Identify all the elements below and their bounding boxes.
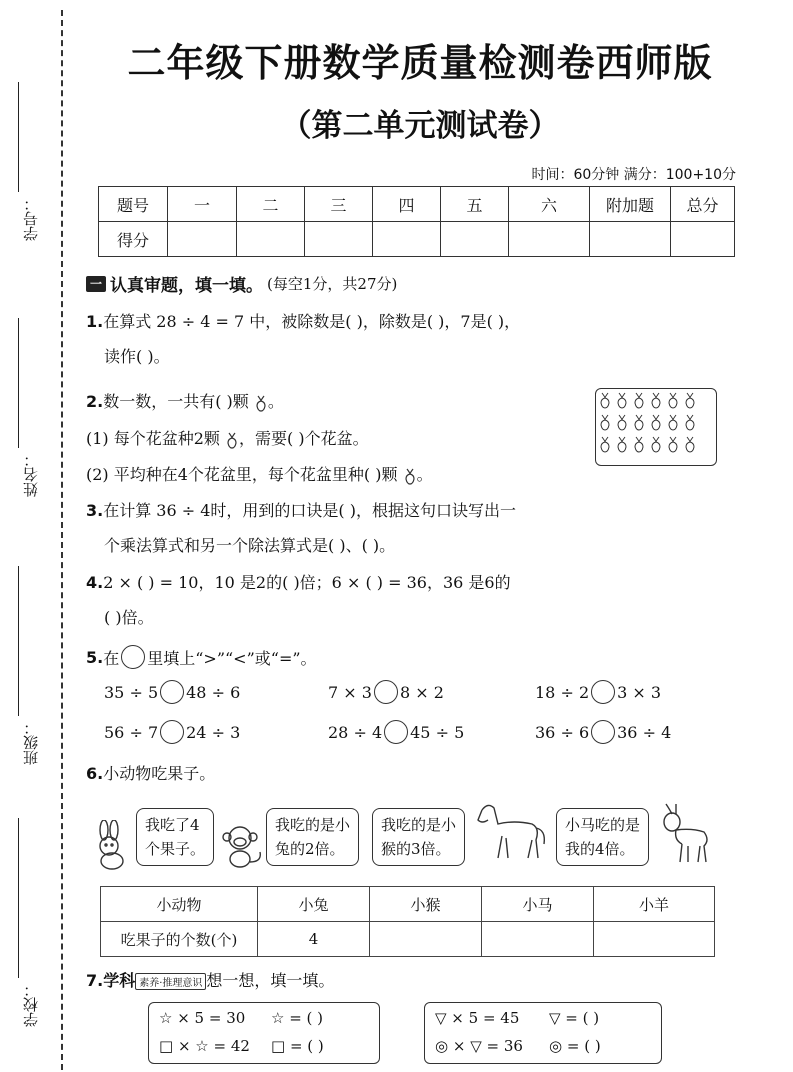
class-label: 班级： [22, 720, 40, 765]
bubble-line: 个果子。 [145, 840, 206, 858]
section-number: 一 [86, 276, 106, 292]
compare-item [535, 720, 671, 744]
score-header-cell: 题号 [99, 187, 168, 222]
puzzle-equation: □ × ☆ = 42 [159, 1037, 250, 1055]
animals-header-cell: 小动物 [101, 887, 258, 922]
score-cell[interactable] [441, 222, 509, 257]
question-number: 1. [86, 312, 104, 331]
question-text: 在算式 28 ÷ 4 = 7 中，被除数是( )，除数是( )，7是( )， [103, 312, 521, 331]
section-note: (每空1分，共27分) [267, 275, 398, 293]
score-header-cell: 附加题 [590, 187, 671, 222]
puzzle-box-2 [424, 1002, 662, 1064]
question-1-line2: 读作( )。 [104, 347, 170, 366]
school-line[interactable] [18, 818, 19, 978]
page-subtitle: （第二单元测试卷） [280, 108, 560, 144]
animals-value-cell[interactable] [482, 922, 594, 957]
radish-grid-icon [596, 389, 716, 465]
compare-item [328, 680, 444, 704]
question-2-sub2 [86, 462, 433, 485]
section-heading [86, 271, 397, 296]
question-3 [86, 498, 516, 521]
score-cell[interactable] [305, 222, 373, 257]
bubble-line: 我的4倍。 [565, 840, 635, 858]
exam-meta: 时间：60分钟 满分：100+10分 [531, 167, 736, 183]
radish-icon [403, 467, 417, 485]
compare-right: 24 ÷ 3 [186, 722, 241, 742]
animals-table [100, 886, 715, 957]
score-cell[interactable] [509, 222, 590, 257]
score-header-cell: 五 [441, 187, 509, 222]
compare-circle[interactable] [384, 720, 408, 744]
compare-circle[interactable] [591, 720, 615, 744]
score-header-row [99, 187, 735, 222]
compare-item [104, 680, 240, 704]
animals-value-cell[interactable] [370, 922, 482, 957]
animals-value-cell[interactable] [594, 922, 715, 957]
puzzle-answer[interactable]: ▽ = ( ) [549, 1009, 600, 1027]
question-number: 3. [86, 501, 104, 520]
question-7 [86, 968, 334, 991]
page-title: 二年级下册数学质量检测卷西师版 [127, 41, 713, 85]
sub-text-end: 。 [416, 465, 433, 484]
section-title: 认真审题，填一填。 [110, 276, 263, 296]
bubble-line: 我吃了4 [145, 816, 200, 834]
radish-icon [225, 431, 239, 449]
question-text: 想一想，填一填。 [206, 971, 335, 990]
class-line[interactable] [18, 566, 19, 716]
compare-right: 45 ÷ 5 [410, 722, 465, 742]
bubble-line: 小马吃的是 [565, 816, 641, 834]
radish-icon [254, 394, 268, 412]
puzzle-answer[interactable]: ◎ = ( ) [549, 1037, 601, 1055]
question-number: 7. [86, 971, 104, 990]
puzzle-equation: ▽ × 5 = 45 [435, 1009, 520, 1027]
question-6 [86, 761, 215, 784]
bubble-line: 我吃的是小 [381, 816, 457, 834]
animals-header-cell: 小马 [482, 887, 594, 922]
question-text-end: 里填上“>”“<”或“=”。 [147, 648, 317, 668]
school-label: 学校： [22, 982, 40, 1027]
score-table [98, 186, 735, 257]
question-5 [86, 645, 317, 669]
score-cell[interactable] [237, 222, 305, 257]
goat-icon [652, 800, 714, 866]
tag-text: 素养 [139, 978, 160, 989]
name-line[interactable] [18, 318, 19, 448]
question-4 [86, 570, 511, 593]
puzzle-equation: ☆ × 5 = 30 [159, 1009, 246, 1027]
sub-text-end: ，需要( )个花盆。 [239, 429, 369, 448]
question-2-sub1 [86, 426, 369, 449]
puzzle-answer[interactable]: □ = ( ) [271, 1037, 324, 1055]
bubble-line: 猴的3倍。 [381, 840, 451, 858]
compare-right: 8 × 2 [399, 682, 444, 702]
compare-left: 36 ÷ 6 [535, 722, 590, 742]
student-id-label: 学号： [22, 196, 40, 241]
compare-left: 35 ÷ 5 [104, 682, 159, 702]
rabbit-icon [90, 820, 136, 870]
score-header-cell: 二 [237, 187, 305, 222]
bubble-line: 兔的2倍。 [275, 840, 345, 858]
score-header-cell: 六 [509, 187, 590, 222]
score-cell[interactable] [671, 222, 735, 257]
question-2 [86, 389, 284, 412]
question-4-line2: ( )倍。 [104, 608, 154, 627]
puzzle-box-1 [148, 1002, 380, 1064]
question-text: 数一数，一共有( )颗 [103, 392, 249, 411]
score-header-cell: 总分 [671, 187, 735, 222]
bubble-line: 我吃的是小 [275, 816, 351, 834]
score-cell[interactable] [590, 222, 671, 257]
monkey-icon [218, 822, 266, 870]
compare-circle-icon [121, 645, 145, 669]
compare-left: 56 ÷ 7 [104, 722, 159, 742]
puzzle-answer[interactable]: ☆ = ( ) [271, 1009, 324, 1027]
question-text: 2 × ( ) = 10，10 是2的( )倍；6 × ( ) = 36，36 是6的 [103, 573, 511, 592]
compare-right: 36 ÷ 4 [617, 722, 672, 742]
literacy-tag: 素养·推理意识 [135, 973, 206, 990]
question-text-end: 。 [267, 392, 284, 411]
name-label: 姓名： [22, 452, 40, 497]
compare-left: 7 × 3 [328, 682, 372, 702]
question-number: 5. [86, 647, 104, 667]
question-text: 在计算 36 ÷ 4时，用到的口诀是( )，根据这句口诀写出一 [103, 501, 516, 520]
score-header-cell: 三 [305, 187, 373, 222]
question-text: 小动物吃果子。 [103, 764, 216, 783]
animals-row-label: 吃果子的个数(个) [101, 922, 258, 957]
compare-item [104, 720, 240, 744]
animals-value-cell: 4 [258, 922, 370, 957]
animals-header-cell: 小羊 [594, 887, 715, 922]
speech-bubble-horse-left [372, 808, 465, 866]
puzzle-equation: ◎ × ▽ = 36 [435, 1037, 523, 1055]
score-cell[interactable] [168, 222, 237, 257]
question-number: 2. [86, 392, 104, 411]
compare-circle[interactable] [160, 720, 184, 744]
speech-bubble-goat [556, 808, 649, 866]
compare-right: 3 × 3 [617, 682, 662, 702]
score-header-cell: 四 [373, 187, 441, 222]
animals-header-row [101, 887, 715, 922]
compare-item [328, 720, 464, 744]
sub-text: (2) 平均种在4个花盆里，每个花盆里种( )颗 [86, 465, 398, 484]
animals-header-cell: 小猴 [370, 887, 482, 922]
score-header-cell: 一 [168, 187, 237, 222]
score-cell[interactable] [373, 222, 441, 257]
question-3-line2: 个乘法算式和另一个除法算式是( )、( )。 [104, 536, 396, 555]
compare-left: 18 ÷ 2 [535, 682, 590, 702]
speech-bubble-monkey [266, 808, 359, 866]
subject-label: 学科 [103, 971, 136, 990]
tag-text: 推理意识 [162, 978, 203, 989]
score-row-label: 得分 [99, 222, 168, 257]
compare-circle[interactable] [591, 680, 615, 704]
animals-row [101, 922, 715, 957]
question-text: 在 [103, 648, 120, 668]
compare-left: 28 ÷ 4 [328, 722, 383, 742]
animals-header-cell: 小兔 [258, 887, 370, 922]
radish-grid-picture [595, 388, 717, 466]
question-number: 6. [86, 764, 104, 783]
compare-item [535, 680, 661, 704]
horse-icon [474, 800, 550, 864]
compare-circle[interactable] [374, 680, 398, 704]
sub-text: (1) 每个花盆种2颗 [86, 429, 220, 448]
compare-right: 48 ÷ 6 [186, 682, 241, 702]
compare-circle[interactable] [160, 680, 184, 704]
cut-line [61, 10, 63, 1070]
question-number: 4. [86, 573, 104, 592]
score-row [99, 222, 735, 257]
question-1 [86, 309, 520, 332]
speech-bubble-rabbit [136, 808, 214, 866]
